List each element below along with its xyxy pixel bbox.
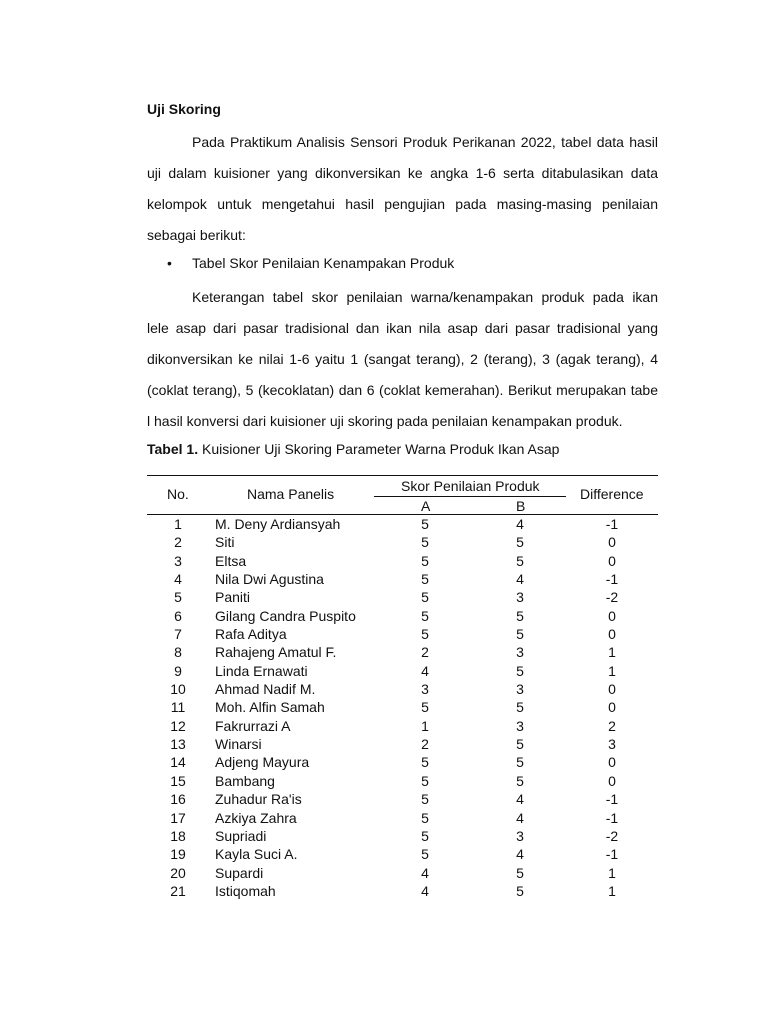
cell-score-a: 5 [421, 699, 429, 716]
cell-no: 1 [174, 516, 182, 532]
header-no: No. [167, 486, 189, 502]
paragraph-line: kelompok untuk mengetahui hasil pengujian pada masing-masing penilaian [147, 196, 658, 212]
cell-score-b: 5 [516, 754, 524, 771]
cell-no: 18 [170, 827, 186, 844]
bullet-text: Tabel Skor Penilaian Kenampakan Produk [192, 255, 455, 271]
cell-no: 3 [174, 552, 182, 569]
cell-name: Ahmad Nadif M. [215, 681, 316, 698]
cell-name: Istiqomah [215, 882, 276, 899]
cell-no: 17 [170, 809, 186, 826]
cell-name: Zuhadur Ra'is [215, 791, 302, 808]
cell-name: Fakrurrazi A [215, 717, 291, 734]
cell-score-b: 3 [516, 827, 524, 844]
cell-difference: -2 [605, 827, 619, 844]
cell-no: 16 [170, 791, 186, 808]
cell-score-b: 5 [516, 552, 524, 569]
paragraph-line: sebagai berikut: [147, 227, 246, 243]
cell-score-b: 3 [516, 681, 524, 698]
table-row [147, 626, 658, 644]
cell-difference: -1 [605, 846, 619, 863]
cell-difference: 0 [608, 534, 616, 551]
header-a: A [421, 498, 431, 514]
table-subheader-rule [374, 496, 566, 497]
cell-no: 12 [170, 717, 186, 734]
header-difference: Difference [580, 486, 644, 502]
cell-name: Winarsi [215, 736, 262, 753]
cell-difference: 0 [608, 681, 616, 698]
cell-difference: 0 [608, 772, 616, 789]
paragraph-line: Keterangan tabel skor penilaian warna/kenampakan produk pada ikan [192, 289, 658, 305]
cell-score-b: 4 [516, 846, 524, 863]
paragraph-line: Pada Praktikum Analisis Sensori Produk Perikanan 2022, tabel data hasil [192, 134, 658, 150]
cell-name: Rafa Aditya [215, 626, 287, 643]
cell-score-a: 5 [421, 791, 429, 808]
table-body [147, 516, 658, 901]
table-row [147, 644, 658, 662]
cell-name: Azkiya Zahra [215, 809, 297, 826]
cell-score-a: 5 [421, 607, 429, 624]
cell-score-b: 4 [516, 516, 524, 532]
cell-score-a: 5 [421, 626, 429, 643]
cell-score-a: 5 [421, 809, 429, 826]
cell-name: Rahajeng Amatul F. [215, 644, 337, 661]
section-heading: Uji Skoring [147, 101, 221, 117]
cell-no: 15 [170, 772, 186, 789]
cell-score-a: 5 [421, 754, 429, 771]
cell-score-a: 5 [421, 552, 429, 569]
cell-score-b: 5 [516, 864, 524, 881]
cell-name: Gilang Candra Puspito [215, 607, 356, 624]
table-row [147, 810, 658, 828]
cell-score-a: 4 [421, 882, 429, 899]
header-b: B [516, 498, 526, 514]
paragraph-line: dikonversikan ke nilai 1-6 yaitu 1 (sangat terang), 2 (terang), 3 (agak terang), 4 [147, 351, 658, 367]
table-row [147, 865, 658, 883]
header-skor-penilaian: Skor Penilaian Produk [401, 478, 540, 494]
cell-score-b: 5 [516, 699, 524, 716]
table-caption [147, 441, 559, 457]
cell-score-a: 5 [421, 571, 429, 588]
cell-score-a: 4 [421, 662, 429, 679]
cell-score-b: 5 [516, 626, 524, 643]
paragraph-line: l hasil konversi dari kuisioner uji skoring pada penilaian kenampakan produk. [147, 413, 623, 429]
cell-difference: 1 [608, 882, 616, 899]
table-row [147, 754, 658, 772]
cell-no: 6 [174, 607, 182, 624]
cell-no: 21 [170, 882, 186, 899]
table-top-rule [147, 475, 658, 476]
cell-difference: -1 [605, 516, 619, 532]
cell-difference: -1 [605, 809, 619, 826]
cell-score-a: 4 [421, 864, 429, 881]
table-row [147, 571, 658, 589]
cell-score-a: 5 [421, 534, 429, 551]
table-row [147, 773, 658, 791]
cell-score-b: 5 [516, 772, 524, 789]
cell-score-b: 3 [516, 589, 524, 606]
cell-difference: -1 [605, 791, 619, 808]
cell-name: Moh. Alfin Samah [215, 699, 325, 716]
table-row [147, 699, 658, 717]
cell-score-b: 3 [516, 717, 524, 734]
cell-difference: 0 [608, 607, 616, 624]
table-caption-label: Tabel 1. [147, 441, 199, 457]
table-row [147, 516, 658, 534]
table-row [147, 736, 658, 754]
cell-score-b: 5 [516, 882, 524, 899]
cell-difference: 0 [608, 699, 616, 716]
cell-score-b: 5 [516, 534, 524, 551]
header-nama-panelis: Nama Panelis [247, 486, 335, 502]
intro-paragraph [147, 127, 658, 251]
cell-no: 2 [174, 534, 182, 551]
bullet-icon: • [167, 255, 172, 271]
cell-name: Eltsa [215, 552, 247, 569]
table-row [147, 828, 658, 846]
cell-no: 19 [170, 846, 186, 863]
cell-no: 5 [174, 589, 182, 606]
cell-score-b: 4 [516, 809, 524, 826]
cell-name: M. Deny Ardiansyah [215, 516, 341, 532]
cell-score-a: 5 [421, 827, 429, 844]
cell-name: Supardi [215, 864, 264, 881]
cell-name: Nila Dwi Agustina [215, 571, 324, 588]
cell-no: 7 [174, 626, 182, 643]
table-header-rule [147, 514, 658, 515]
table-row [147, 534, 658, 552]
paragraph-line: uji dalam kuisioner yang dikonversikan ke angka 1-6 serta ditabulasikan data [147, 165, 658, 181]
cell-difference: -2 [605, 589, 619, 606]
cell-difference: 1 [608, 662, 616, 679]
cell-score-a: 5 [421, 589, 429, 606]
cell-name: Paniti [215, 589, 251, 606]
table-row [147, 846, 658, 864]
cell-score-a: 5 [421, 846, 429, 863]
cell-score-a: 2 [421, 736, 429, 753]
cell-difference: 2 [608, 717, 616, 734]
description-paragraph [147, 282, 658, 437]
table-caption-text: Kuisioner Uji Skoring Parameter Warna Produk Ikan Asap [198, 441, 560, 457]
table-row [147, 883, 658, 901]
cell-score-a: 5 [421, 516, 429, 532]
paragraph-line: lele asap dari pasar tradisional dan ikan nila asap dari pasar tradisional yang [147, 320, 658, 336]
cell-score-a: 5 [421, 772, 429, 789]
cell-name: Siti [215, 534, 235, 551]
cell-no: 20 [170, 864, 186, 881]
cell-difference: 1 [608, 864, 616, 881]
table-row [147, 589, 658, 607]
table-row [147, 663, 658, 681]
cell-score-b: 3 [516, 644, 524, 661]
cell-name: Bambang [215, 772, 275, 789]
cell-difference: 0 [608, 754, 616, 771]
cell-score-b: 5 [516, 607, 524, 624]
cell-score-a: 3 [421, 681, 429, 698]
cell-difference: -1 [605, 571, 619, 588]
cell-score-b: 4 [516, 791, 524, 808]
cell-no: 11 [170, 699, 186, 716]
cell-no: 9 [174, 662, 182, 679]
paragraph-line: (coklat terang), 5 (kecoklatan) dan 6 (coklat kemerahan). Berikut merupakan tabe [147, 382, 658, 398]
cell-difference: 0 [608, 552, 616, 569]
cell-name: Supriadi [215, 827, 267, 844]
cell-name: Linda Ernawati [215, 662, 308, 679]
table-row [147, 608, 658, 626]
table-row [147, 553, 658, 571]
cell-no: 4 [174, 571, 182, 588]
cell-score-b: 5 [516, 736, 524, 753]
cell-difference: 1 [608, 644, 616, 661]
cell-score-b: 4 [516, 571, 524, 588]
cell-difference: 3 [608, 736, 616, 753]
table-row [147, 718, 658, 736]
cell-name: Kayla Suci A. [215, 846, 298, 863]
cell-score-a: 2 [421, 644, 429, 661]
cell-score-a: 1 [421, 717, 429, 734]
cell-no: 8 [174, 644, 182, 661]
cell-no: 14 [170, 754, 186, 771]
cell-no: 13 [170, 736, 186, 753]
cell-score-b: 5 [516, 662, 524, 679]
cell-name: Adjeng Mayura [215, 754, 310, 771]
table-row [147, 681, 658, 699]
cell-no: 10 [170, 681, 186, 698]
table-row [147, 791, 658, 809]
cell-difference: 0 [608, 626, 616, 643]
